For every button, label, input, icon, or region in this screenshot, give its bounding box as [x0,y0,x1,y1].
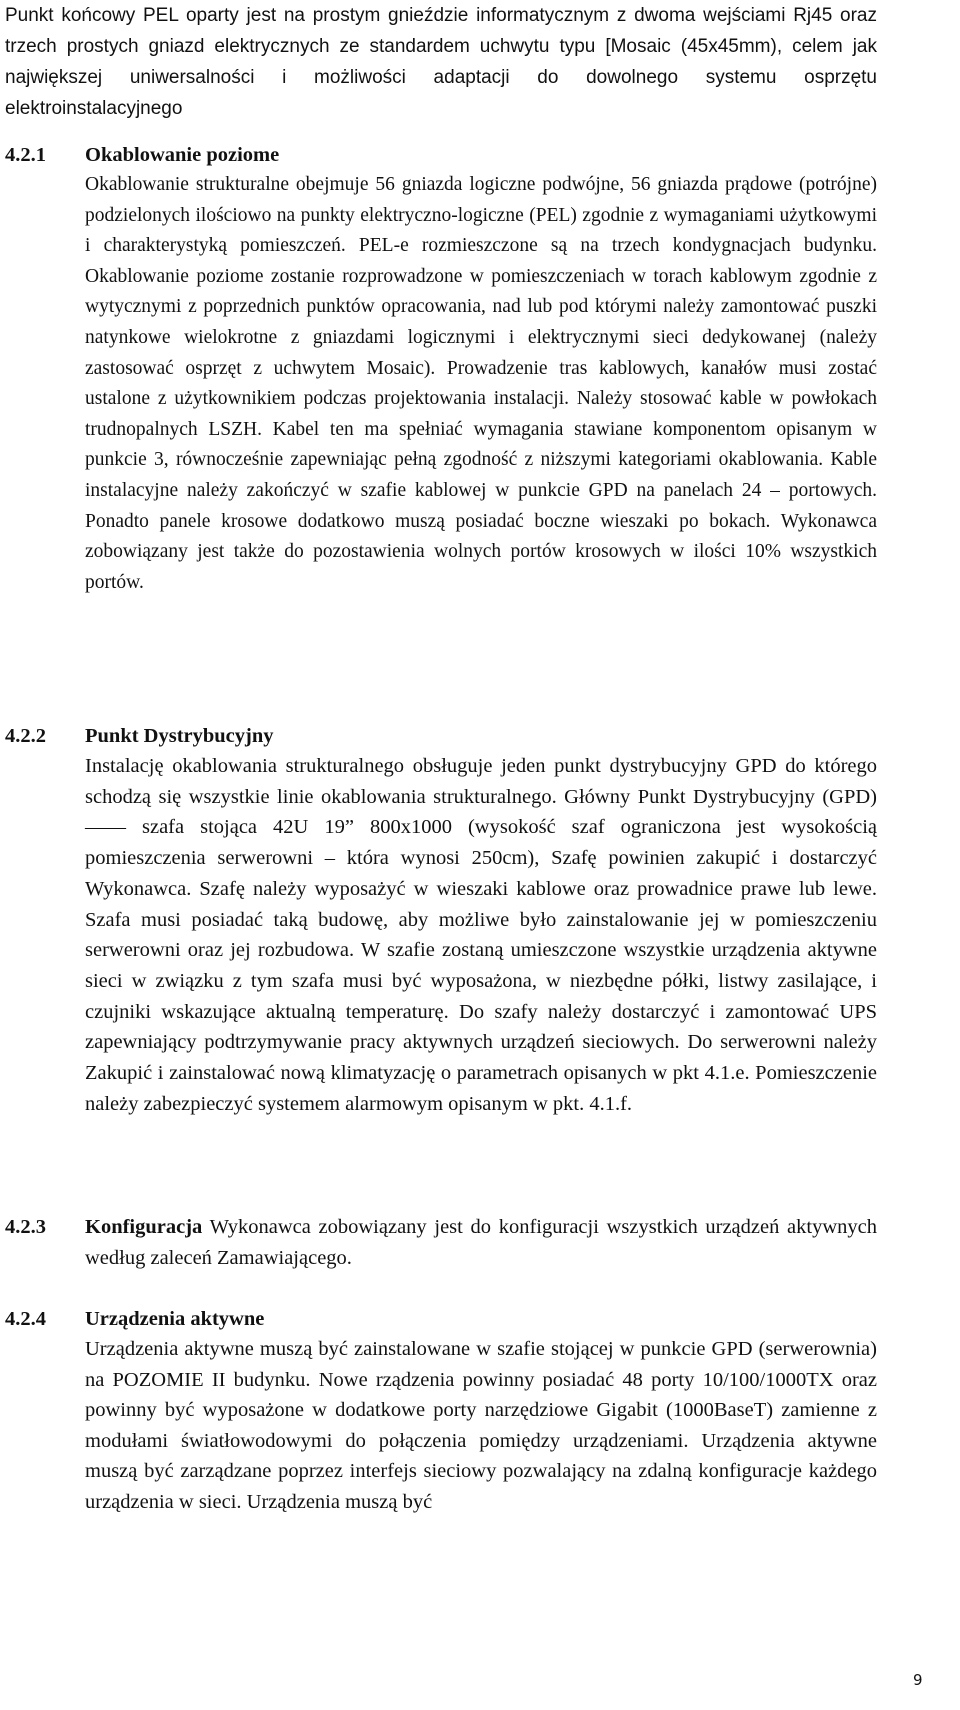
section-body: Urządzenia aktywne muszą być zainstalowane w szafie stojącej w punkcie GPD (serwerownia) na POZOMIE II budynku. Nowe rządzenia powinny posiadać 48 porty 10/100/1000TX oraz powinny być wyposażone w dodatkowe porty narzędziowe Gigabit (1000BaseT) zamienne z modułami światłowodowymi do połączenia pomiędzy urządzeniami. Urządzenia aktywne muszą być zarządzane poprzez interfejs sieciowy pozwalający na zdalną konfiguracje każdego urządzenia w sieci. Urządzenia muszą być [85,1338,877,1513]
section-body: Instalację okablowania strukturalnego obsługuje jeden punkt dystrybucyjny GPD do którego schodzą się wszystkie linie okablowania strukturalnego. Główny Punkt Dystrybucyjny (GPD) —— szafa stojąca 42U 19” 800x1000 (wysokość szaf ograniczona jest wysokością pomieszczenia serwerowni – która wynosi 250cm), Szafę powinien zakupić i dostarczyć Wykonawca. Szafę należy wyposażyć w wieszaki kablowe oraz prowadnice prawe lub lewe. Szafa musi posiadać taką budowę, aby możliwe było zainstalowanie jej w pomieszczeniu serwerowni oraz jej rozbudowa. W szafie zostaną umieszczone wszystkie urządzenia aktywne sieci w związku z tym szafa musi być wyposażona, w niezbędne półki, listwy zasilające, i czujniki wskazujące aktualną temperaturę. Do szafy należy dostarczyć i zamontować UPS zapewniający podtrzymywanie pracy aktywnych urządzeń sieciowych. Do serwerowni należy Zakupić i zainstalować nową klimatyzację o parametrach opisanych w pkt 4.1.e. Pomieszczenie należy zabezpieczyć systemem alarmowym opisanym w pkt. 4.1.f. [85,755,877,1115]
section-title: Punkt Dystrybucyjny [85,725,274,747]
section-body-with-title [85,1212,877,1273]
section-number: 4.2.1 [5,144,46,166]
section-title: Urządzenia aktywne [85,1308,265,1330]
intro-paragraph: Punkt końcowy PEL oparty jest na prostym gnieździe informatycznym z dwoma wejściami Rj45 oraz trzech prostych gniazd elektrycznych ze standardem uchwytu typu [Mosaic (45x45mm), celem jak największej uniwersalności i możliwości adaptacji do dowolnego systemu osprzętu elektroinstalacyjnego [5,5,877,119]
section-number: 4.2.3 [5,1216,46,1238]
section-body: Wykonawca zobowiązany jest do konfiguracji wszystkich urządzeń aktywnych według zaleceń Zamawiającego. [85,1216,877,1269]
section-number: 4.2.2 [5,725,46,747]
section-body: Okablowanie strukturalne obejmuje 56 gniazda logiczne podwójne, 56 gniazda prądowe (potrójne) podzielonych ilościowo na punkty elektryczno-logiczne (PEL) zgodnie z wymaganiami użytkowymi i charakterystyką pomieszczeń. PEL-e rozmieszczone są na trzech kondygnacjach budynku. Okablowanie poziome zostanie rozprowadzone w pomieszczeniach w torach kablowym zgodnie z wytycznymi z poprzednich punktów opracowania, nad lub pod którymi należy zamontować puszki natynkowe wielokrotne z gniazdami logicznymi i elektrycznymi sieci dedykowanej (należy zastosować osprzęt z uchwytem Mosaic). Prowadzenie tras kablowych, kanałów musi zostać ustalone z użytkownikiem podczas projektowania instalacji. Należy stosować kable w powłokach trudnopalnych LSZH. Kabel ten ma spełniać wymagania stawiane komponentom opisanym w punkcie 3, równocześnie zapewniając pełną zgodność z niższymi kategoriami okablowania. Kable instalacyjne należy zakończyć w szafie kablowej w punkcie GPD na panelach 24 – portowych. Ponadto panele krosowe dodatkowo muszą posiadać boczne wieszaki po bokach. Wykonawca zobowiązany jest także do pozostawienia wolnych portów krosowych w ilości 10% wszystkich portów. [85,174,877,593]
section-title: Okablowanie poziome [85,144,280,166]
page-number: 9 [913,1671,923,1689]
section-title: Konfiguracja [85,1216,203,1238]
section-number: 4.2.4 [5,1308,46,1330]
